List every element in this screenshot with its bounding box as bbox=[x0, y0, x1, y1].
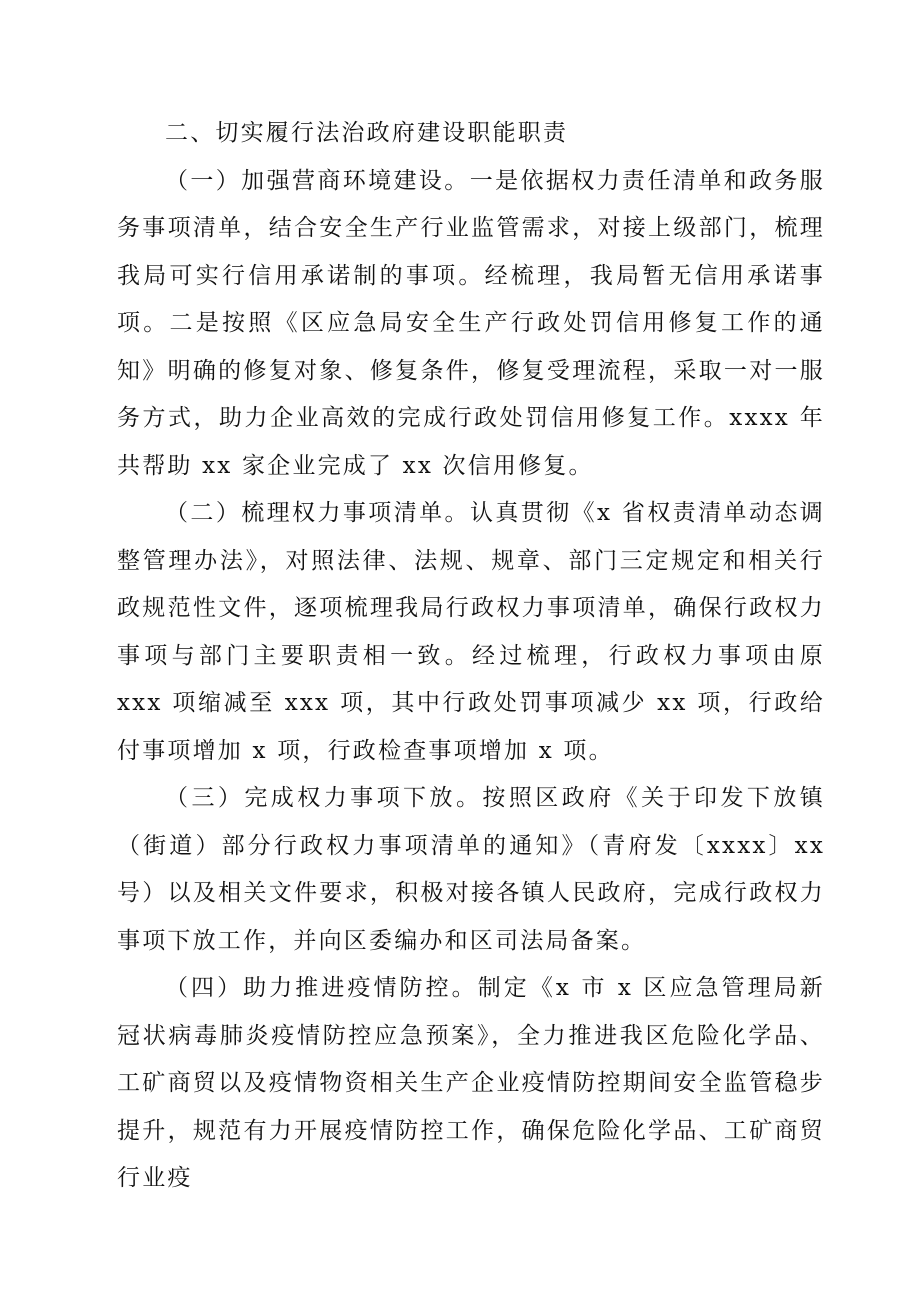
paragraph-power-delegation: （三）完成权力事项下放。按照区政府《关于印发下放镇（街道）部分行政权力事项清单的通知》（青府发〔xxxx〕xx 号）以及相关文件要求，积极对接各镇人民政府，完成行政权力事项下放工作，并向区委编办和区司法局备案。 bbox=[117, 785, 825, 954]
paragraph-power-list: （二）梳理权力事项清单。认真贯彻《x 省权责清单动态调整管理办法》，对照法律、法规、规章、部门三定规定和相关行政规范性文件，逐项梳理我局行政权力事项清单，确保行政权力事项与部门主要职责相一致。经过梳理，行政权力事项由原 xxx 项缩减至 xxx 项，其中行政处罚事项减少 xx 项，行政给付事项增加 x 项，行政检查事项增加 x 项。 bbox=[117, 500, 825, 764]
paragraph-business-environment: （一）加强营商环境建设。一是依据权力责任清单和政务服务事项清单，结合安全生产行业监管需求，对接上级部门，梳理我局可实行信用承诺制的事项。经梳理，我局暂无信用承诺事项。二是按照《区应急局安全生产行政处罚信用修复工作的通知》明确的修复对象、修复条件，修复受理流程，采取一对一服务方式，助力企业高效的完成行政处罚信用修复工作。xxxx 年共帮助 xx 家企业完成了 xx 次信用修复。 bbox=[117, 167, 825, 479]
document-body bbox=[117, 110, 825, 1203]
paragraph-epidemic-control: （四）助力推进疫情防控。制定《x 市 x 区应急管理局新冠状病毒肺炎疫情防控应急预案》，全力推进我区危险化学品、工矿商贸以及疫情物资相关生产企业疫情防控期间安全监管稳步提升，规范有力开展疫情防控工作，确保危险化学品、工矿商贸行业疫 bbox=[117, 975, 825, 1191]
section-heading: 二、切实履行法治政府建设职能职责 bbox=[165, 120, 569, 146]
